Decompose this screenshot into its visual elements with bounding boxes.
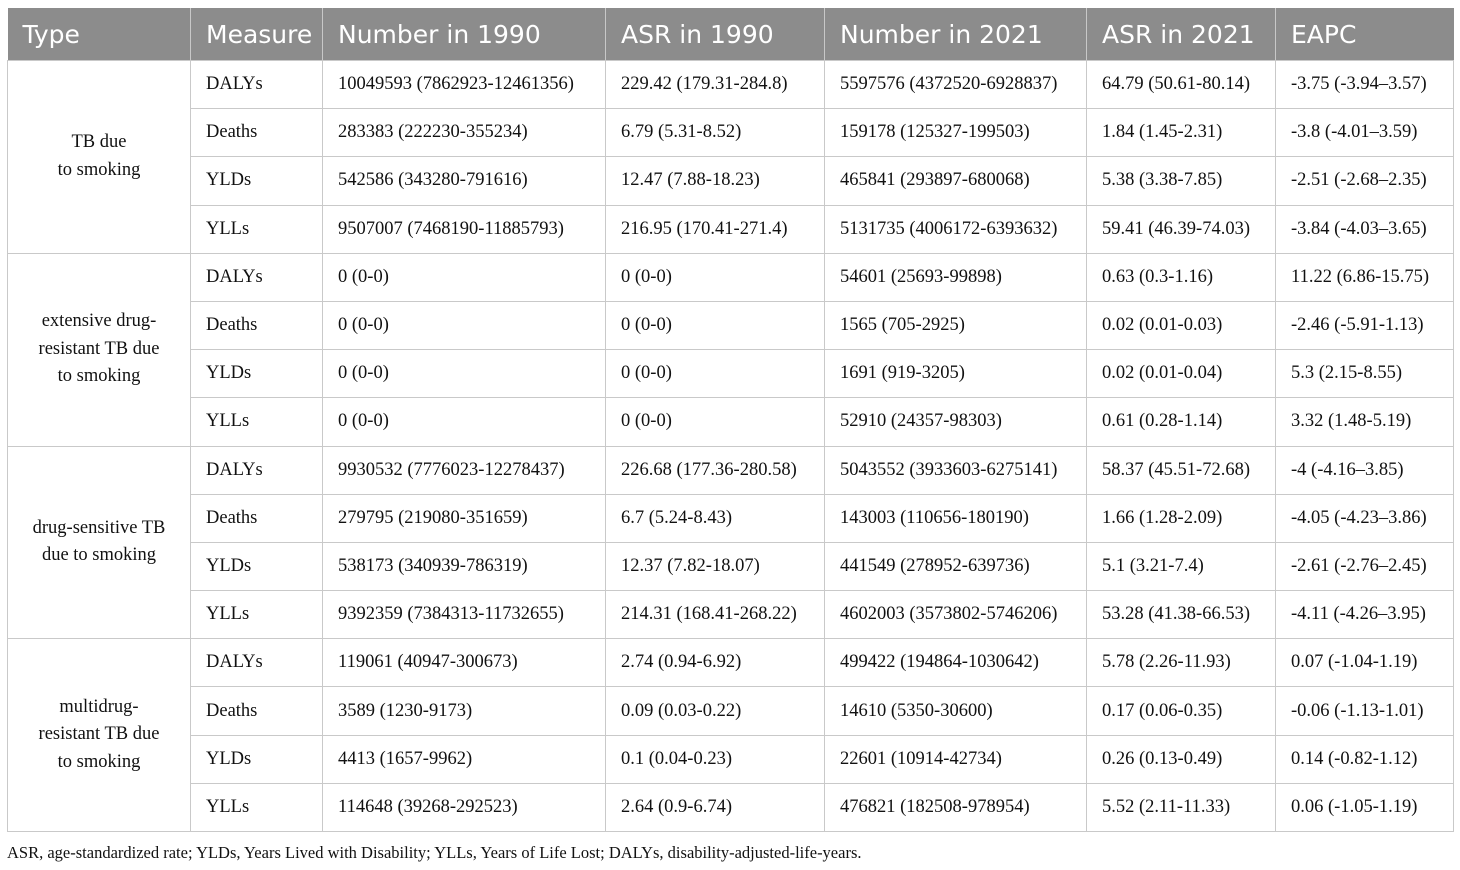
type-label-line: to smoking [57,751,141,772]
header-row [8,8,1454,61]
asr-1990-cell: 229.42 (179.31-284.8) [606,61,825,109]
type-cell [8,61,191,254]
table-row [8,253,1454,301]
number-2021-cell: 5597576 (4372520-6928837) [825,61,1087,109]
eapc-cell: -4.05 (-4.23–3.86) [1276,494,1454,542]
type-label-line: to smoking [57,159,141,180]
type-cell [8,639,191,832]
asr-1990-cell: 0.1 (0.04-0.23) [606,735,825,783]
asr-2021-cell: 58.37 (45.51-72.68) [1087,446,1276,494]
asr-1990-cell: 216.95 (170.41-271.4) [606,205,825,253]
header-measure: Measure [191,8,323,61]
number-1990-cell: 283383 (222230-355234) [323,109,606,157]
asr-2021-cell: 5.38 (3.38-7.85) [1087,157,1276,205]
number-2021-cell: 52910 (24357-98303) [825,398,1087,446]
type-label-line: due to smoking [41,545,157,566]
table-row [8,591,1454,639]
number-1990-cell: 542586 (343280-791616) [323,157,606,205]
asr-1990-cell: 12.37 (7.82-18.07) [606,542,825,590]
measure-cell: YLLs [191,591,323,639]
type-label-line: drug-sensitive TB [32,517,166,538]
eapc-cell: 0.06 (-1.05-1.19) [1276,783,1454,831]
number-1990-cell: 538173 (340939-786319) [323,542,606,590]
asr-1990-cell: 2.64 (0.9-6.74) [606,783,825,831]
eapc-cell: -2.46 (-5.91-1.13) [1276,301,1454,349]
header-number-1990: Number in 1990 [323,8,606,61]
asr-2021-cell: 1.84 (1.45-2.31) [1087,109,1276,157]
asr-1990-cell: 12.47 (7.88-18.23) [606,157,825,205]
number-2021-cell: 22601 (10914-42734) [825,735,1087,783]
asr-2021-cell: 5.78 (2.26-11.93) [1087,639,1276,687]
table-row [8,109,1454,157]
number-2021-cell: 14610 (5350-30600) [825,687,1087,735]
number-2021-cell: 54601 (25693-99898) [825,253,1087,301]
asr-1990-cell: 2.74 (0.94-6.92) [606,639,825,687]
table-row [8,157,1454,205]
number-1990-cell: 4413 (1657-9962) [323,735,606,783]
table-footnote: ASR, age-standardized rate; YLDs, Years Lived with Disability; YLLs, Years of Life Lost; DALYs, disability-adjusted-life-years. [7,843,862,862]
asr-1990-cell: 0 (0-0) [606,301,825,349]
table-row [8,639,1454,687]
measure-cell: Deaths [191,494,323,542]
number-2021-cell: 441549 (278952-639736) [825,542,1087,590]
number-1990-cell: 279795 (219080-351659) [323,494,606,542]
number-2021-cell: 499422 (194864-1030642) [825,639,1087,687]
measure-cell: DALYs [191,446,323,494]
number-1990-cell: 0 (0-0) [323,350,606,398]
measure-cell: YLLs [191,398,323,446]
asr-2021-cell: 53.28 (41.38-66.53) [1087,591,1276,639]
table-row [8,398,1454,446]
eapc-cell: 11.22 (6.86-15.75) [1276,253,1454,301]
asr-1990-cell: 6.7 (5.24-8.43) [606,494,825,542]
number-1990-cell: 9392359 (7384313-11732655) [323,591,606,639]
number-2021-cell: 159178 (125327-199503) [825,109,1087,157]
eapc-cell: -3.84 (-4.03–3.65) [1276,205,1454,253]
asr-2021-cell: 59.41 (46.39-74.03) [1087,205,1276,253]
asr-2021-cell: 5.52 (2.11-11.33) [1087,783,1276,831]
asr-2021-cell: 64.79 (50.61-80.14) [1087,61,1276,109]
table-row [8,735,1454,783]
table-row [8,446,1454,494]
asr-1990-cell: 214.31 (168.41-268.22) [606,591,825,639]
table-header [8,8,1454,61]
number-2021-cell: 4602003 (3573802-5746206) [825,591,1087,639]
measure-cell: Deaths [191,687,323,735]
type-label-line: multidrug- [59,696,139,717]
number-1990-cell: 3589 (1230-9173) [323,687,606,735]
table-row [8,205,1454,253]
number-1990-cell: 0 (0-0) [323,398,606,446]
eapc-cell: 3.32 (1.48-5.19) [1276,398,1454,446]
eapc-cell: 0.07 (-1.04-1.19) [1276,639,1454,687]
asr-1990-cell: 6.79 (5.31-8.52) [606,109,825,157]
measure-cell: YLDs [191,157,323,205]
measure-cell: Deaths [191,109,323,157]
eapc-cell: -2.51 (-2.68–2.35) [1276,157,1454,205]
asr-2021-cell: 0.17 (0.06-0.35) [1087,687,1276,735]
table-row [8,494,1454,542]
number-1990-cell: 9507007 (7468190-11885793) [323,205,606,253]
table-body [8,61,1454,832]
type-label-line: resistant TB due [38,338,160,359]
eapc-cell: 0.14 (-0.82-1.12) [1276,735,1454,783]
table-row [8,542,1454,590]
measure-cell: YLLs [191,205,323,253]
measure-cell: DALYs [191,61,323,109]
table-row [8,350,1454,398]
type-cell [8,253,191,446]
eapc-cell: -3.8 (-4.01–3.59) [1276,109,1454,157]
type-label-line: resistant TB due [38,724,160,745]
asr-2021-cell: 0.26 (0.13-0.49) [1087,735,1276,783]
table-row [8,687,1454,735]
asr-1990-cell: 0 (0-0) [606,398,825,446]
number-2021-cell: 1691 (919-3205) [825,350,1087,398]
asr-1990-cell: 0 (0-0) [606,253,825,301]
measure-cell: YLDs [191,542,323,590]
asr-2021-cell: 1.66 (1.28-2.09) [1087,494,1276,542]
number-2021-cell: 143003 (110656-180190) [825,494,1087,542]
asr-1990-cell: 226.68 (177.36-280.58) [606,446,825,494]
number-1990-cell: 114648 (39268-292523) [323,783,606,831]
number-2021-cell: 1565 (705-2925) [825,301,1087,349]
type-label-line: extensive drug- [41,311,157,332]
asr-1990-cell: 0.09 (0.03-0.22) [606,687,825,735]
measure-cell: YLDs [191,735,323,783]
measure-cell: YLLs [191,783,323,831]
number-2021-cell: 476821 (182508-978954) [825,783,1087,831]
eapc-cell: 5.3 (2.15-8.55) [1276,350,1454,398]
asr-2021-cell: 0.61 (0.28-1.14) [1087,398,1276,446]
type-label-line: to smoking [57,366,141,387]
eapc-cell: -3.75 (-3.94–3.57) [1276,61,1454,109]
number-2021-cell: 465841 (293897-680068) [825,157,1087,205]
number-1990-cell: 9930532 (7776023-12278437) [323,446,606,494]
asr-2021-cell: 0.02 (0.01-0.04) [1087,350,1276,398]
asr-2021-cell: 5.1 (3.21-7.4) [1087,542,1276,590]
eapc-cell: -4.11 (-4.26–3.95) [1276,591,1454,639]
header-eapc: EAPC [1276,8,1454,61]
table-row [8,301,1454,349]
results-table-container [7,8,1453,832]
asr-1990-cell: 0 (0-0) [606,350,825,398]
header-asr-2021: ASR in 2021 [1087,8,1276,61]
number-2021-cell: 5131735 (4006172-6393632) [825,205,1087,253]
measure-cell: YLDs [191,350,323,398]
results-table [7,8,1454,832]
measure-cell: DALYs [191,639,323,687]
type-cell [8,446,191,639]
table-row [8,61,1454,109]
measure-cell: DALYs [191,253,323,301]
number-2021-cell: 5043552 (3933603-6275141) [825,446,1087,494]
header-asr-1990: ASR in 1990 [606,8,825,61]
number-1990-cell: 119061 (40947-300673) [323,639,606,687]
measure-cell: Deaths [191,301,323,349]
number-1990-cell: 0 (0-0) [323,301,606,349]
asr-2021-cell: 0.63 (0.3-1.16) [1087,253,1276,301]
asr-2021-cell: 0.02 (0.01-0.03) [1087,301,1276,349]
number-1990-cell: 10049593 (7862923-12461356) [323,61,606,109]
eapc-cell: -2.61 (-2.76–2.45) [1276,542,1454,590]
header-number-2021: Number in 2021 [825,8,1087,61]
number-1990-cell: 0 (0-0) [323,253,606,301]
eapc-cell: -4 (-4.16–3.85) [1276,446,1454,494]
header-type: Type [8,8,191,61]
table-row [8,783,1454,831]
type-label-line: TB due [71,132,127,153]
eapc-cell: -0.06 (-1.13-1.01) [1276,687,1454,735]
